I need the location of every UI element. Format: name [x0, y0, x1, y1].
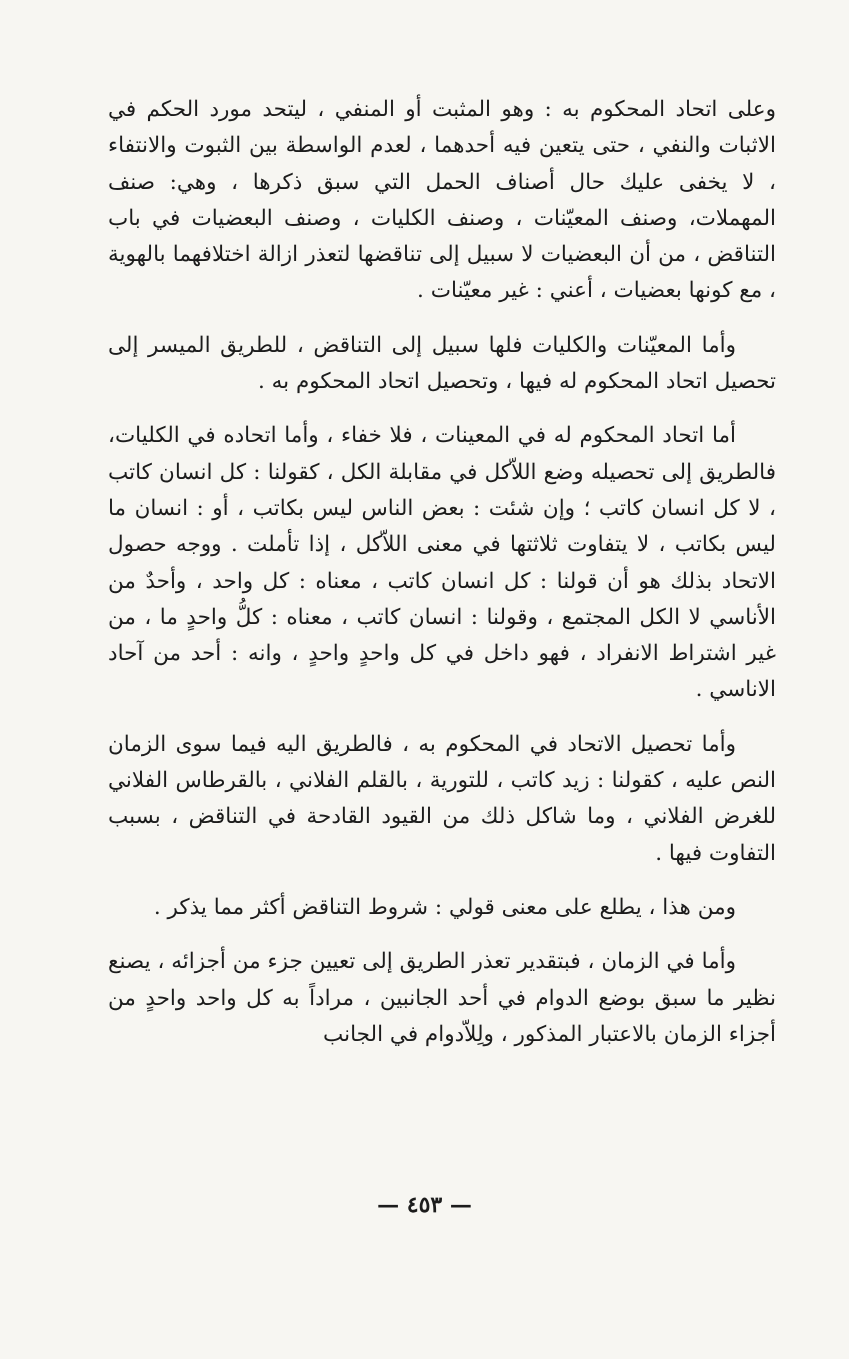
paragraph-2: وأما المعيّنات والكليات فلها سبيل إلى التناقض ، للطريق الميسر إلى تحصيل اتحاد المحكوم له فيها ، وتحصيل اتحاد المحكوم به .: [108, 332, 776, 395]
page-number: — ٤٥٣ —: [377, 1192, 472, 1218]
paragraph-4: وأما تحصيل الاتحاد في المحكوم به ، فالطريق اليه فيما سوى الزمان النص عليه ، كقولنا : زيد كاتب ، للتورية ، بالقلم الفلاني ، بالقرطاس الفلاني للغرض الفلاني ، وما شاكل ذلك من القيود القادحة في التناقض ، بسبب التفاوت فيها .: [108, 731, 776, 866]
paragraph-5: ومن هذا ، يطلع على معنى قولي : شروط التناقض أكثر مما يذكر .: [153, 894, 736, 920]
paragraph-1: وعلى اتحاد المحكوم به : وهو المثبت أو المنفي ، ليتحد مورد الحكم في الاثبات والنفي ، حتى يتعين فيه أحدهما ، لعدم الواسطة بين الثبوت والانتفاء ، لا يخفى عليك حال أصناف الحمل التي سبق ذكرها ، وهي: صنف المهملات، وصنف المعيّنات ، وصنف الكليات ، وصنف البعضيات في باب التناقض ، من أن البعضيات لا سبيل إلى تناقضها لتعذر ازالة اختلافهما بالهوية ، مع كونها بعضيات ، أعني : غير معيّنات .: [108, 97, 776, 304]
paragraph-3: أما اتحاد المحكوم له في المعينات ، فلا خفاء ، وأما اتحاده في الكليات، فالطريق إلى تحصيله وضع اللاّكل في مقابلة الكل ، كقولنا : كل انسان كاتب ، لا كل انسان كاتب ؛ وإن شئت : بعض الناس ليس بكاتب ، أو : انسان ما ليس بكاتب ، لا يتفاوت ثلاثتها في معنى اللاّكل ، إذا تأملت . ووجه حصول الاتحاد بذلك هو أن قولنا : كل انسان كاتب ، معناه : كل واحد ، وأحدٌ من الأناسي لا الكل المجتمع ، وقولنا : انسان كاتب ، معناه : كلُّ واحدٍ ما ، من غير اشتراط الانفراد ، فهو داخل في كل واحدٍ واحدٍ ، وانه : أحد من آحاد الاناسي .: [108, 423, 776, 703]
paragraph-6: وأما في الزمان ، فبتقدير تعذر الطريق إلى تعيين جزء من أجزائه ، يصنع نظير ما سبق بوضع الدوام في أحد الجانبين ، مراداً به كل واحد واحدٍ من أجزاء الزمان بالاعتبار المذكور ، ولِلاّدوام في الجانب: [108, 949, 776, 1047]
body-text: [108, 92, 776, 1053]
